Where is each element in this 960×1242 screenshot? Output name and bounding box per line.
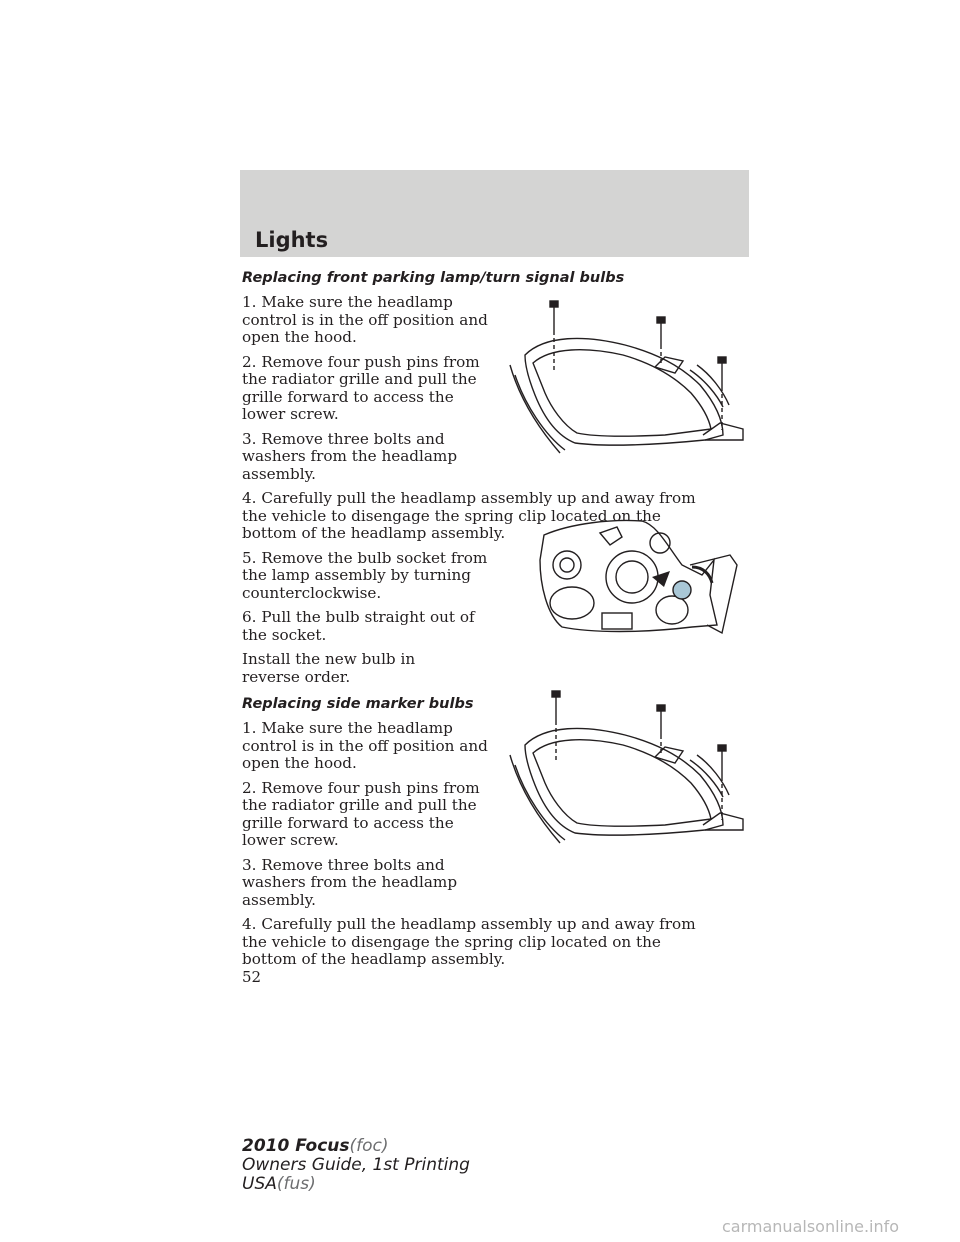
footer-model-code: (foc): [349, 1136, 389, 1156]
step-text: 4. Carefully pull the headlamp assembly up and away from the vehicle to disengage the spring clip located on the bottom of the headlamp assembly.: [242, 489, 696, 542]
step-text: 3. Remove three bolts and washers from the headlamp assembly.: [242, 855, 458, 909]
footer-printing: Owners Guide, 1st Printing: [242, 1155, 470, 1175]
section-heading-side-marker: Replacing side marker bulbs: [242, 696, 474, 712]
print-footer: [242, 1137, 470, 1194]
step-text: 2. Remove four push pins from the radiator grille and pull the grille forward to access the lower screw.: [242, 352, 480, 423]
step-text: 1. Make sure the headlamp control is in the off position and open the hood.: [242, 293, 488, 346]
step-text: 1. Make sure the headlamp control is in the off position and open the hood.: [242, 719, 488, 772]
headlamp-bolts-illustration-side-marker: [505, 685, 750, 845]
step-text: 2. Remove four push pins from the radiator grille and pull the grille forward to access the lower screw.: [242, 778, 480, 849]
bulb-socket-illustration: [532, 515, 747, 640]
footer-market: USA: [242, 1174, 277, 1194]
step-text: 4. Carefully pull the headlamp assembly up and away from the vehicle to disengage the spring clip located on the bottom of the headlamp assembly.: [242, 915, 696, 968]
headlamp-bolts-illustration: [505, 295, 750, 455]
step-text: 3. Remove three bolts and washers from the headlamp assembly.: [242, 429, 458, 483]
watermark: carmanualsonline.info: [722, 1217, 900, 1236]
footer-market-code: (fus): [276, 1174, 316, 1194]
page-number: 52: [242, 968, 262, 986]
step-text: 5. Remove the bulb socket from the lamp assembly by turning counterclockwise.: [242, 548, 488, 602]
section-heading-parking-lamp: Replacing front parking lamp/turn signal bulbs: [242, 270, 625, 286]
step-text: 6. Pull the bulb straight out of the socket.: [242, 608, 475, 644]
step-text: Install the new bulb in reverse order.: [242, 650, 416, 686]
footer-model: 2010 Focus: [242, 1136, 350, 1156]
section-title: Lights: [255, 228, 329, 252]
